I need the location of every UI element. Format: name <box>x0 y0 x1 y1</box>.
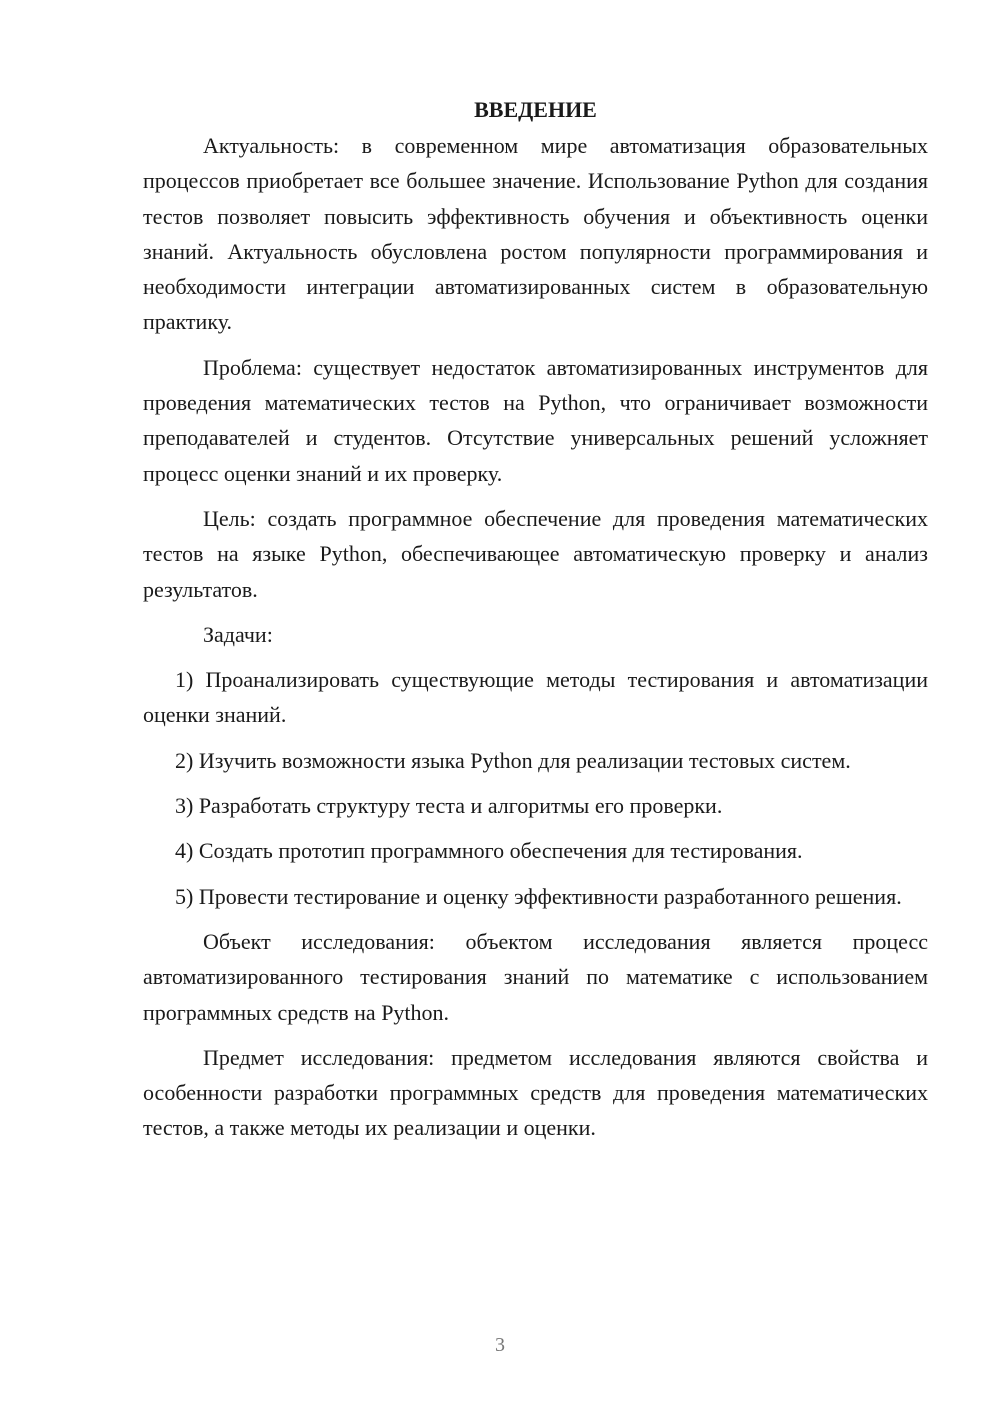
task-item-1: 1) Проанализировать существующие методы тестирования и автоматизации оценки знаний. <box>143 667 928 728</box>
task-item-5: 5) Провести тестирование и оценку эффективности разработанного решения. <box>175 883 902 909</box>
paragraph-tasks-label: Задачи: <box>203 621 273 647</box>
page-content <box>143 92 928 1156</box>
paragraph-object: Объект исследования: объектом исследования является процесс автоматизированного тестирования знаний по математике с использованием программных средств на Python. <box>143 928 928 1025</box>
paragraph-subject: Предмет исследования: предметом исследования являются свойства и особенности разработки программных средств для проведения математических тестов, а также методы их реализации и оценки. <box>143 1044 928 1141</box>
page-number: 3 <box>495 1334 505 1356</box>
paragraph-relevance: Актуальность: в современном мире автоматизация образовательных процессов приобретает все большее значение. Использование Python для создания тестов позволяет повысить эффективность обучения и объективность оценки знаний. Актуальность обусловлена ростом популярности программирования и необходимости интеграции автоматизированных систем в образовательную практику. <box>143 133 928 335</box>
paragraph-problem: Проблема: существует недостаток автоматизированных инструментов для проведения математических тестов на Python, что ограничивает возможности преподавателей и студентов. Отсутствие универсальных решений усложняет процесс оценки знаний и их проверку. <box>143 354 928 486</box>
paragraph-goal: Цель: создать программное обеспечение для проведения математических тестов на языке Python, обеспечивающее автоматическую проверку и анализ результатов. <box>143 505 928 602</box>
task-item-4: 4) Создать прототип программного обеспечения для тестирования. <box>175 838 803 864</box>
task-item-3: 3) Разработать структуру теста и алгоритмы его проверки. <box>175 793 723 819</box>
section-heading: ВВЕДЕНИЕ <box>474 97 597 122</box>
task-item-2: 2) Изучить возможности языка Python для реализации тестовых систем. <box>175 747 851 773</box>
